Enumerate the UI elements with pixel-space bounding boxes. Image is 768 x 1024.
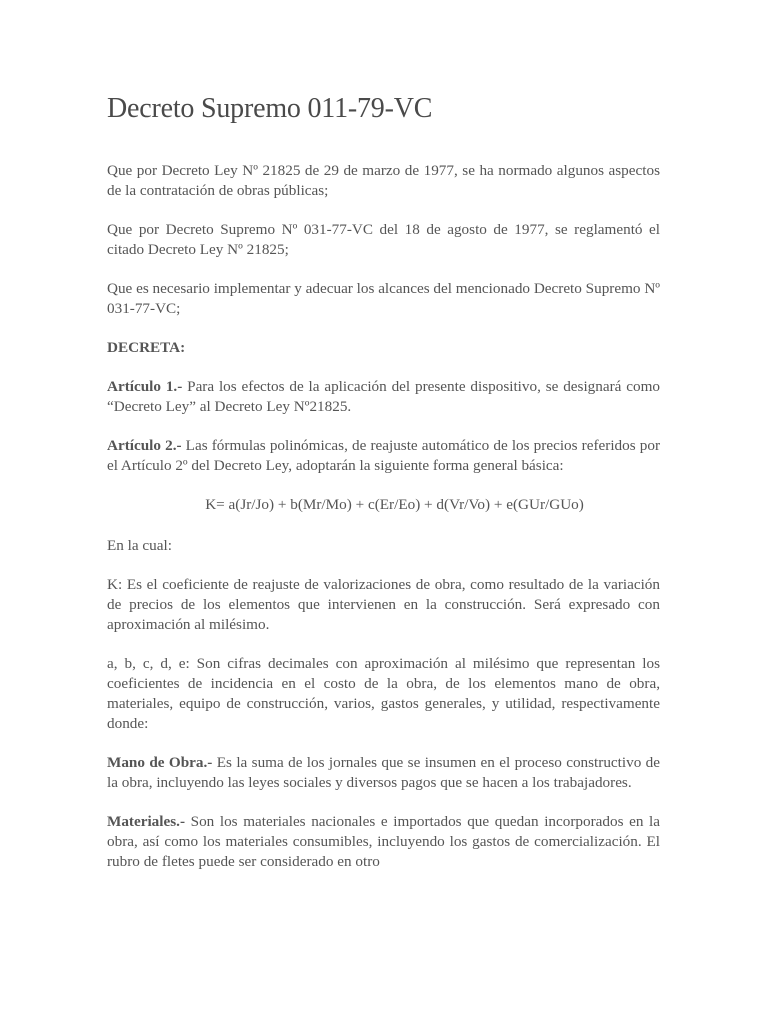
en-la-cual: En la cual: xyxy=(107,537,172,554)
articulo-2-label: Artículo 2.- xyxy=(107,437,182,454)
decreta-label: DECRETA: xyxy=(107,339,186,356)
definicion-mano-de-obra xyxy=(107,753,660,793)
decreta-heading xyxy=(107,338,660,358)
articulo-2-text: Las fórmulas polinómicas, de reajuste automático de los precios referidos por el Artículo 2º del Decreto Ley, adoptarán la siguiente forma general básica: xyxy=(107,437,660,474)
materiales-label: Materiales.- xyxy=(107,813,186,830)
articulo-1 xyxy=(107,377,660,417)
mano-de-obra-label: Mano de Obra.- xyxy=(107,754,213,771)
articulo-2 xyxy=(107,436,660,476)
articulo-1-text: Para los efectos de la aplicación del presente dispositivo, se designará como “Decreto Ley” al Decreto Ley Nº21825. xyxy=(107,378,660,415)
mano-de-obra-text: Es la suma de los jornales que se insumen en el proceso constructivo de la obra, incluyendo las leyes sociales y diversos pagos que se hacen a los trabajadores. xyxy=(107,754,661,791)
definicion-coeficientes: a, b, c, d, e: Son cifras decimales con aproximación al milésimo que representan los coeficientes de incidencia en el costo de la obra, de los elementos mano de obra, materiales, equipo de construcción, varios, gastos generales, y utilidad, respectivamente donde: xyxy=(107,655,660,732)
paragraph-considerando-3: Que es necesario implementar y adecuar los alcances del mencionado Decreto Supremo Nº 031-77-VC; xyxy=(107,280,660,317)
articulo-1-label: Artículo 1.- xyxy=(107,378,183,395)
paragraph-considerando-2: Que por Decreto Supremo Nº 031-77-VC del 18 de agosto de 1977, se reglamentó el citado Decreto Ley Nº 21825; xyxy=(107,221,660,258)
definicion-k: K: Es el coeficiente de reajuste de valorizaciones de obra, como resultado de la variación de precios de los elementos que intervienen en la construcción. Será expresado con aproximación al milésimo. xyxy=(107,576,660,633)
materiales-text: Son los materiales nacionales e importados que quedan incorporados en la obra, así como los materiales consumibles, incluyendo los gastos de comercialización. El rubro de fletes puede ser considerado en otro xyxy=(107,813,660,870)
document-title: Decreto Supremo 011-79-VC xyxy=(107,93,433,124)
formula-polinomica: K= a(Jr/Jo) + b(Mr/Mo) + c(Er/Eo) + d(Vr/Vo) + e(GUr/GUo) xyxy=(205,496,584,513)
definicion-materiales xyxy=(107,812,660,872)
document-page xyxy=(107,90,660,891)
paragraph-considerando-1: Que por Decreto Ley Nº 21825 de 29 de marzo de 1977, se ha normado algunos aspectos de la contratación de obras públicas; xyxy=(107,162,660,199)
